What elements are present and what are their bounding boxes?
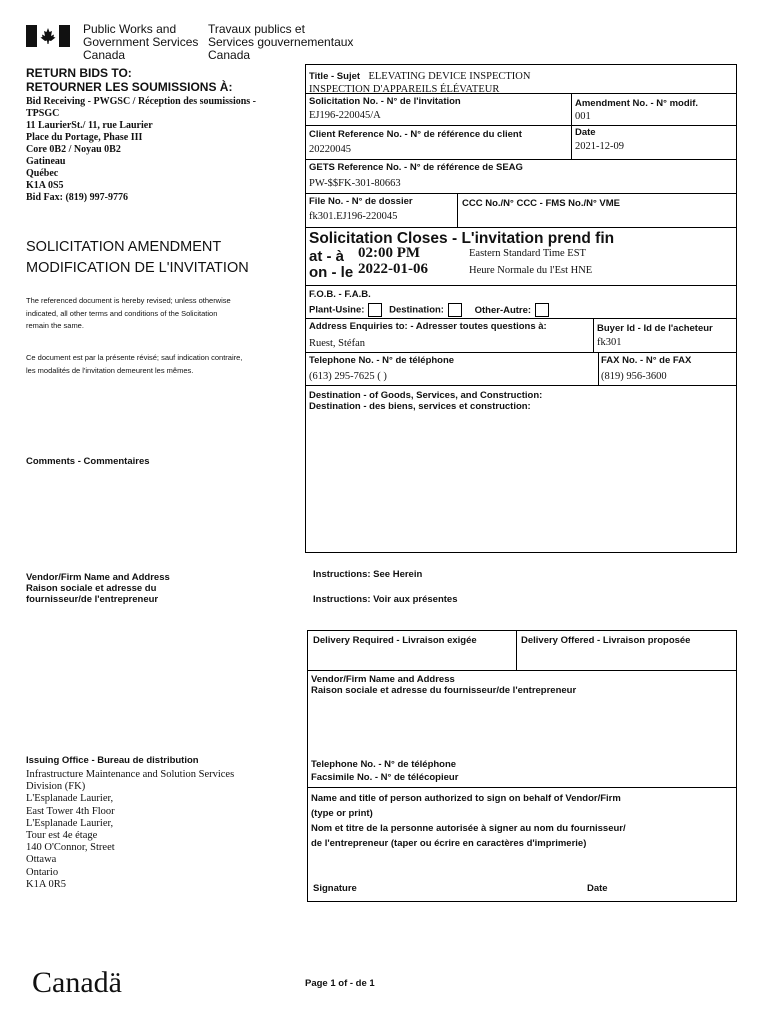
department-name-fr: Travaux publics et Services gouvernementaux Canada [208, 22, 354, 62]
closing-date: 2022-01-06 [358, 261, 428, 277]
other-checkbox[interactable] [535, 303, 549, 317]
return-bids-line: Bid Receiving - PWGSC / Réception des soumissions - [26, 96, 257, 107]
fob-options: Plant-Usine: Destination: Other-Autre: [309, 303, 553, 318]
telephone-field: Telephone No. - N° de téléphone (613) 295-7625 ( ) [309, 355, 455, 382]
return-bids-line: Gatineau [26, 156, 66, 167]
department-name-en: Public Works and Government Services Canada [83, 22, 199, 62]
vendor-name-address-field: Vendor/Firm Name and Address Raison sociale et adresse du fournisseur/de l'entrepreneur [311, 674, 577, 696]
gets-reference-field: GETS Reference No. - N° de référence de SEAG PW-$$FK-301-80663 [309, 162, 523, 189]
instructions-en: Instructions: See Herein [313, 569, 423, 580]
timezone-en: Eastern Standard Time EST [469, 248, 586, 259]
amendment-note-en: The referenced document is hereby revised; unless otherwise indicated, all other terms and conditions of the Solicitation remain the same. [26, 296, 231, 330]
return-bids-line: TPSGC [26, 108, 60, 119]
solicitation-number-field: Solicitation No. - N° de l'invitation EJ196-220045/A [309, 96, 461, 121]
amendment-note-fr: Ce document est par la présente révisé; sauf indication contraire, les modalités de l'invitation demeurent les mêmes. [26, 353, 243, 375]
closing-on-label: on - le [309, 264, 354, 281]
closing-at-label: at - à [309, 248, 345, 265]
return-bids-block [26, 66, 256, 204]
destination-checkbox[interactable] [448, 303, 462, 317]
return-bids-line: Québec [26, 168, 59, 179]
authorized-signer-field: Name and title of person authorized to sign on behalf of Vendor/Firm (type or print) Nom et titre de la personne autorisée à signer au nom du fournisseur/ de l'entrepreneur (taper ou écrire en caractères d'imprimerie) [311, 793, 626, 849]
amendment-number-field: Amendment No. - N° modif. 001 [575, 98, 699, 122]
fob-label: F.O.B. - F.A.B. [309, 289, 371, 300]
amendment-title: SOLICITATION AMENDMENT MODIFICATION DE L'INVITATION [26, 239, 249, 276]
fax-field: FAX No. - N° de FAX (819) 956-3600 [601, 355, 692, 382]
file-number-field: File No. - N° de dossier fk301.EJ196-220045 [309, 196, 413, 222]
return-bids-line: K1A 0S5 [26, 180, 64, 191]
return-bids-line: Place du Portage, Phase III [26, 132, 143, 143]
canada-wordmark: Canadä [32, 966, 122, 999]
vendor-label-left: Vendor/Firm Name and Address Raison sociale et adresse du fournisseur/de l'entrepreneur [26, 572, 170, 605]
solicitation-closes-title: Solicitation Closes - L'invitation prend fin [309, 230, 615, 247]
date-label: Date [587, 883, 608, 894]
closing-time: 02:00 PM [358, 245, 421, 261]
canada-flag-icon [26, 25, 70, 47]
return-bids-title-en: RETURN BIDS TO: [26, 66, 132, 80]
return-bids-line: 11 LaurierSt./ 11, rue Laurier [26, 120, 153, 131]
issuing-office: Issuing Office - Bureau de distribution Infrastructure Maintenance and Solution Services Division (FK) L'Esplanade Laurier, East Tower 4th Floor L'Esplanade Laurier, Tour est 4e étage 140 O'Connor, Street Ottawa Ontario K1A 0R5 [26, 755, 235, 890]
delivery-required-label: Delivery Required - Livraison exigée [313, 635, 477, 646]
timezone-fr: Heure Normale du l'Est HNE [469, 265, 593, 276]
date-field: Date 2021-12-09 [575, 127, 624, 152]
title-field: Title - Sujet ELEVATING DEVICE INSPECTION INSPECTION D'APPAREILS ÉLÉVATEUR [309, 71, 531, 95]
plant-checkbox[interactable] [368, 303, 382, 317]
comments-label: Comments - Commentaires [26, 456, 150, 467]
signature-label: Signature [313, 883, 357, 894]
return-bids-line: Bid Fax: (819) 997-9776 [26, 192, 128, 203]
issuing-office-label: Issuing Office - Bureau de distribution [26, 755, 199, 766]
delivery-offered-label: Delivery Offered - Livraison proposée [521, 635, 691, 646]
page-number: Page 1 of - de 1 [305, 978, 375, 989]
return-bids-line: Core 0B2 / Noyau 0B2 [26, 144, 121, 155]
address-enquiries-field: Address Enquiries to: - Adresser toutes questions à: Ruest, Stéfan [309, 321, 547, 349]
client-reference-field: Client Reference No. - N° de référence du client 20220045 [309, 129, 522, 155]
instructions-fr: Instructions: Voir aux présentes [313, 594, 458, 605]
buyer-id-field: Buyer Id - Id de l'acheteur fk301 [597, 323, 713, 348]
vendor-contact-field: Telephone No. - N° de téléphone Facsimile No. - N° de télécopieur [311, 759, 459, 783]
ccc-number-field: CCC No./N° CCC - FMS No./N° VME [462, 198, 621, 209]
destination-field: Destination - of Goods, Services, and Construction: Destination - des biens, services et construction: [309, 390, 543, 412]
return-bids-title-fr: RETOURNER LES SOUMISSIONS À: [26, 80, 233, 94]
